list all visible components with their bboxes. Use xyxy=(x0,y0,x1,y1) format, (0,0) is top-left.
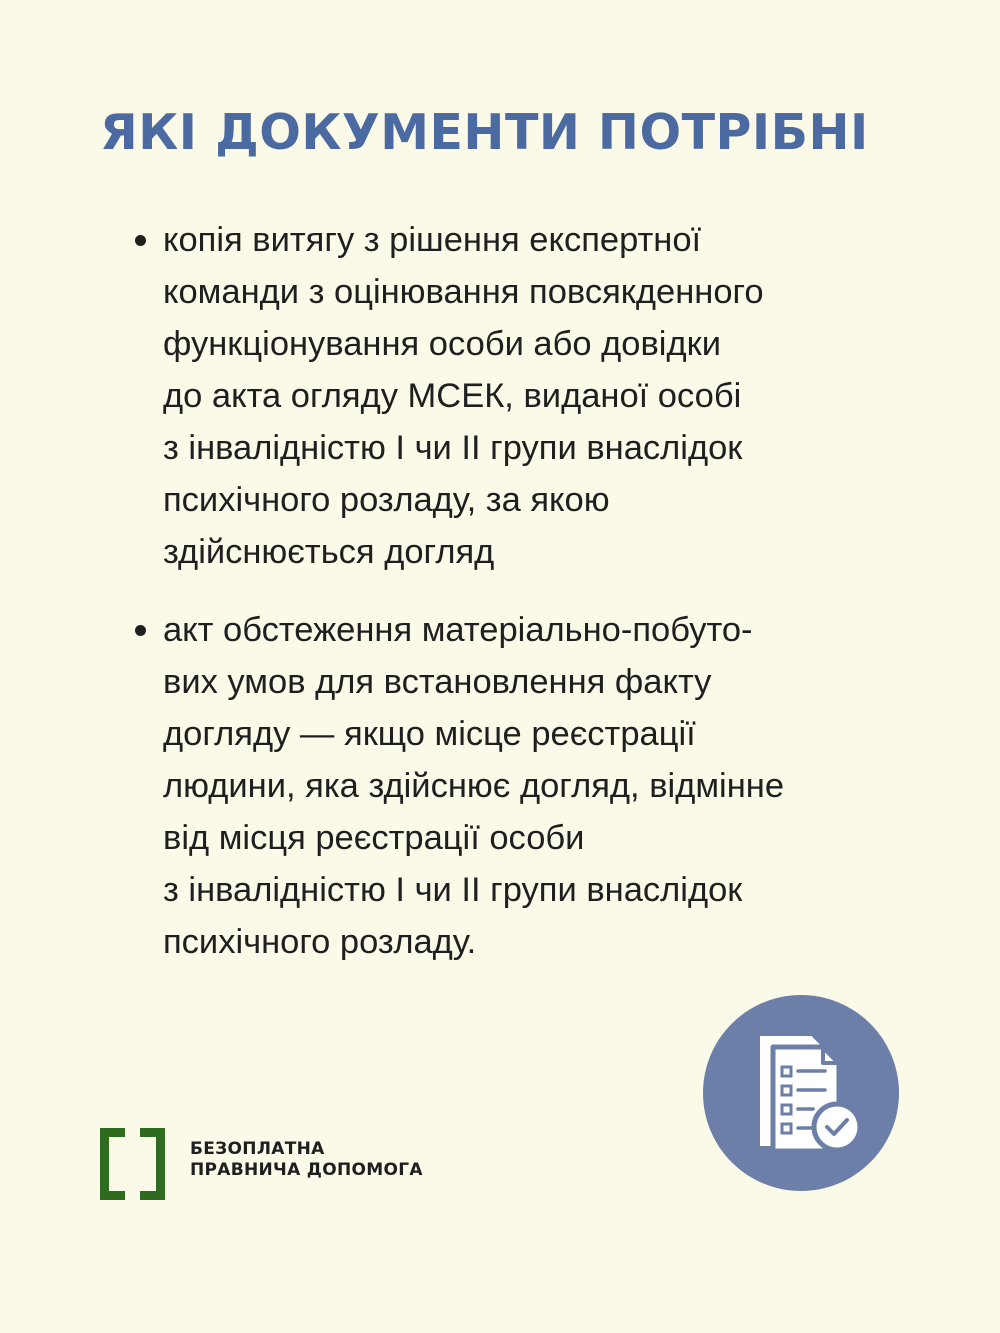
legal-aid-logo xyxy=(100,1128,460,1196)
list-item-line: копія витягу з рішення експертної xyxy=(163,221,702,259)
list-item-line: функціонування особи або довідки xyxy=(163,325,721,363)
list-item-line: вих умов для встановлення факту xyxy=(163,663,712,701)
brackets-logo-icon xyxy=(100,1128,125,1200)
documents-checklist-svg xyxy=(703,995,899,1191)
list-item xyxy=(163,214,923,578)
list-item-line: з інвалідністю І чи ІІ групи внаслідок xyxy=(163,871,743,909)
list-item-line: здійснюється догляд xyxy=(163,533,495,571)
list-item-line: від місця реєстрації особи xyxy=(163,819,585,857)
check-badge-icon xyxy=(814,1104,860,1150)
list-item-line: психічного розладу. xyxy=(163,923,477,961)
list-item-line: до акта огляду МСЕК, виданої особі xyxy=(163,377,742,415)
logo-line-1: БЕЗОПЛАТНА xyxy=(190,1139,325,1159)
list-item-line: акт обстеження матеріально-побуто- xyxy=(163,611,753,649)
logo-text xyxy=(190,1139,423,1181)
list-item xyxy=(163,604,923,968)
list-item-line: людини, яка здійснює догляд, відмінне xyxy=(163,767,784,805)
bullet-icon xyxy=(135,625,146,636)
list-item-line: з інвалідністю І чи ІІ групи внаслідок xyxy=(163,429,743,467)
documents-list xyxy=(163,214,923,994)
list-item-line: команди з оцінювання повсякденного xyxy=(163,273,764,311)
logo-line-2: ПРАВНИЧА ДОПОМОГА xyxy=(190,1160,423,1180)
page-title: ЯКІ ДОКУМЕНТИ ПОТРІБНІ xyxy=(100,104,869,161)
list-item-line: догляду — якщо місце реєстрації xyxy=(163,715,696,753)
brackets-logo-icon-right xyxy=(140,1128,165,1200)
list-item-line: психічного розладу, за якою xyxy=(163,481,610,519)
documents-checklist-icon xyxy=(703,995,899,1191)
bullet-icon xyxy=(135,235,146,246)
